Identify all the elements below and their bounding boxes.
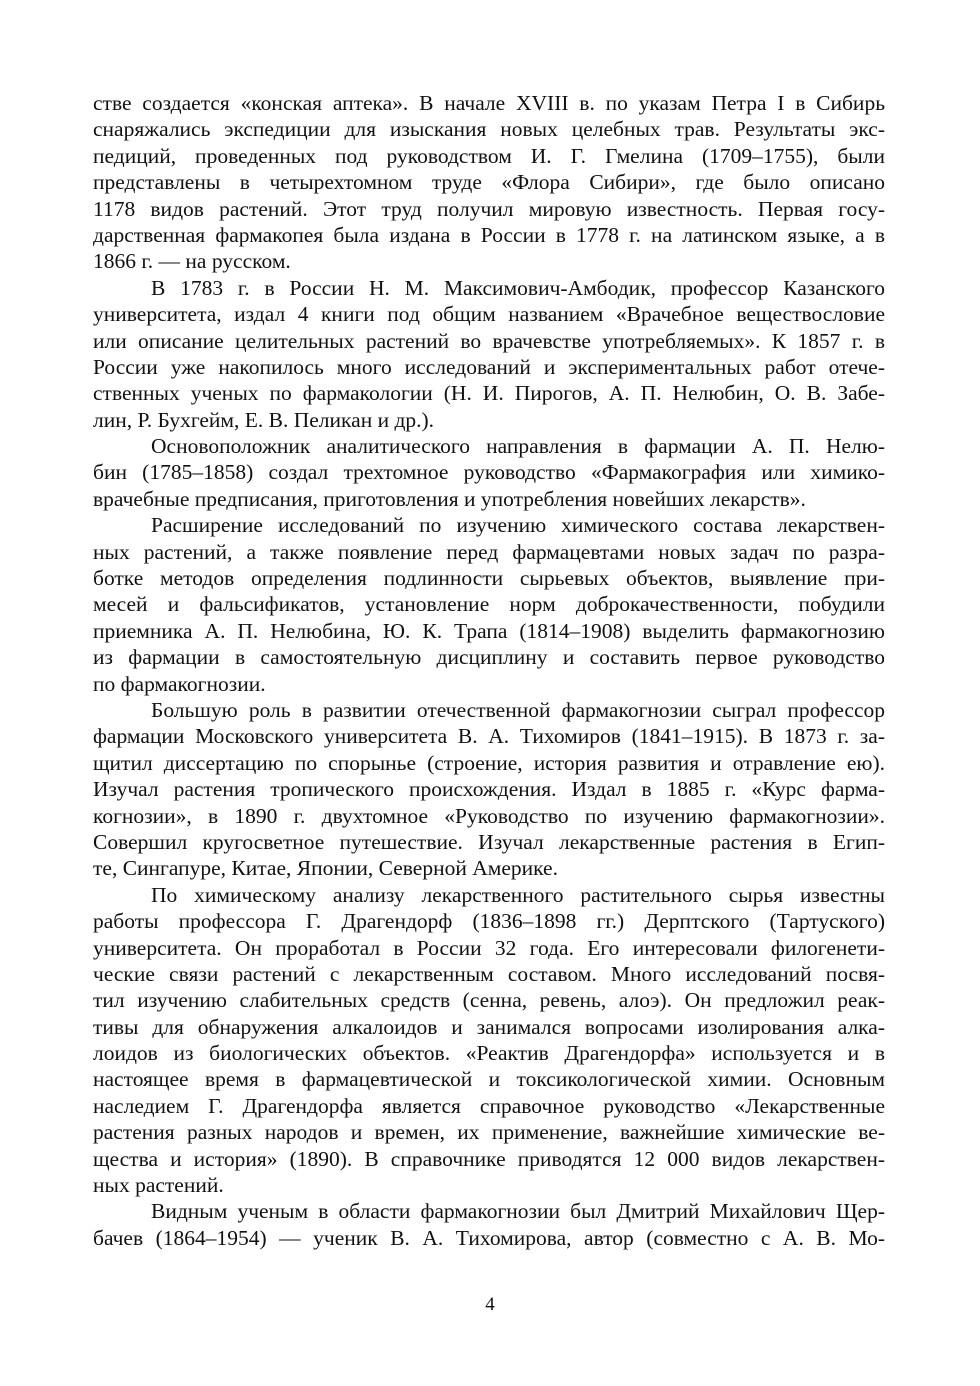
text-line: университета, издал 4 книги под общим названием «Врачебное веществословие xyxy=(93,302,885,327)
text-line: щества и история» (1890). В справочнике приводятся 12 000 видов лекарствен- xyxy=(93,1146,885,1171)
text-line: Основоположник аналитического направления в фармации А. П. Нелю- xyxy=(151,434,885,459)
paragraph xyxy=(93,1198,885,1251)
text-line: педиций, проведенных под руководством И. Г. Гмелина (1709–1755), были xyxy=(93,143,885,168)
text-line: 1866 г. — на русском. xyxy=(93,249,291,274)
text-line: ных растений, а также появление перед фармацевтами новых задач по разра- xyxy=(93,539,885,564)
text-line: врачебные предписания, приготовления и употребления новейших лекарств». xyxy=(93,486,806,511)
text-line: наследием Г. Драгендорфа является справочное руководство «Лекарственные xyxy=(93,1093,885,1118)
text-line: Расширение исследований по изучению химического состава лекарствен- xyxy=(151,513,885,538)
paragraph xyxy=(93,90,885,275)
text-line: ботке методов определения подлинности сырьевых объектов, выявление при- xyxy=(93,566,885,591)
text-line: ственных ученых по фармакологии (Н. И. Пирогов, А. П. Нелюбин, О. В. Забе- xyxy=(93,381,885,406)
text-line: Совершил кругосветное путешествие. Изучал лекарственные растения в Егип- xyxy=(93,829,885,854)
text-line: щитил диссертацию по спорынье (строение, история развития и отравление ею). xyxy=(93,750,885,775)
text-line: фармации Московского университета В. А. Тихомиров (1841–1915). В 1873 г. за- xyxy=(93,724,885,749)
page-body xyxy=(93,90,885,1251)
text-line: растения разных народов и времен, их применение, важнейшие химические ве- xyxy=(93,1120,885,1145)
text-line: месей и фальсификатов, установление норм доброкачественности, побудили xyxy=(93,592,885,617)
text-line: Большую роль в развитии отечественной фармакогнозии сыграл профессор xyxy=(151,697,885,722)
text-line: лин, Р. Бухгейм, Е. В. Пеликан и др.). xyxy=(93,407,435,432)
text-line: Изучал растения тропического происхождения. Издал в 1885 г. «Курс фарма- xyxy=(93,777,885,802)
text-line: или описание целительных растений во врачевстве употребляемых». К 1857 г. в xyxy=(93,328,885,353)
text-line: по фармакогнозии. xyxy=(93,671,266,696)
text-line: лоидов из биологических объектов. «Реактив Драгендорфа» используется и в xyxy=(93,1041,885,1066)
text-line: России уже накопилось много исследований и экспериментальных работ отече- xyxy=(93,354,885,379)
text-line: бин (1785–1858) создал трехтомное руководство «Фармакография или химико- xyxy=(93,460,885,485)
paragraph xyxy=(93,433,885,512)
paragraph xyxy=(93,512,885,697)
page-number: 4 xyxy=(485,1294,495,1315)
text-line: университета. Он проработал в России 32 года. Его интересовали филогенети- xyxy=(93,935,885,960)
text-line: тивы для обнаружения алкалоидов и занимался вопросами изолирования алка- xyxy=(93,1014,885,1039)
text-line: работы профессора Г. Драгендорф (1836–1898 гг.) Дерптского (Тартуского) xyxy=(93,909,885,934)
text-line: из фармации в самостоятельную дисциплину и составить первое руководство xyxy=(93,645,885,670)
text-line: настоящее время в фармацевтической и токсикологической химии. Основным xyxy=(93,1067,885,1092)
text-line: бачев (1864–1954) — ученик В. А. Тихомирова, автор (совместно с А. В. Мо- xyxy=(93,1225,885,1250)
text-line: когнозии», в 1890 г. двухтомное «Руководство по изучению фармакогнозии». xyxy=(93,803,885,828)
text-line: тил изучению слабительных средств (сенна, ревень, алоэ). Он предложил реак- xyxy=(93,988,885,1013)
text-line: ческие связи растений с лекарственным составом. Много исследований посвя- xyxy=(93,961,885,986)
text-line: снаряжались экспедиции для изыскания новых целебных трав. Результаты экс- xyxy=(93,117,885,142)
text-line: В 1783 г. в России Н. М. Максимович-Амбодик, профессор Казанского xyxy=(151,275,885,300)
text-line: Видным ученым в области фармакогнозии был Дмитрий Михайлович Щер- xyxy=(151,1199,885,1224)
text-line: 1178 видов растений. Этот труд получил мировую известность. Первая госу- xyxy=(93,196,885,221)
text-line: приемника А. П. Нелюбина, Ю. К. Трапа (1814–1908) выделить фармакогнозию xyxy=(93,618,885,643)
text-line: дарственная фармакопея была издана в России в 1778 г. на латинском языке, а в xyxy=(93,222,885,247)
text-line: представлены в четырехтомном труде «Флора Сибири», где было описано xyxy=(93,170,885,195)
paragraph xyxy=(93,275,885,433)
text-line: те, Сингапуре, Китае, Японии, Северной Америке. xyxy=(93,856,558,881)
text-line: стве создается «конская аптека». В начале XVIII в. по указам Петра I в Сибирь xyxy=(93,91,885,115)
paragraph xyxy=(93,697,885,882)
text-line: По химическому анализу лекарственного растительного сырья известны xyxy=(151,882,885,907)
paragraph xyxy=(93,882,885,1199)
text-line: ных растений. xyxy=(93,1173,224,1198)
